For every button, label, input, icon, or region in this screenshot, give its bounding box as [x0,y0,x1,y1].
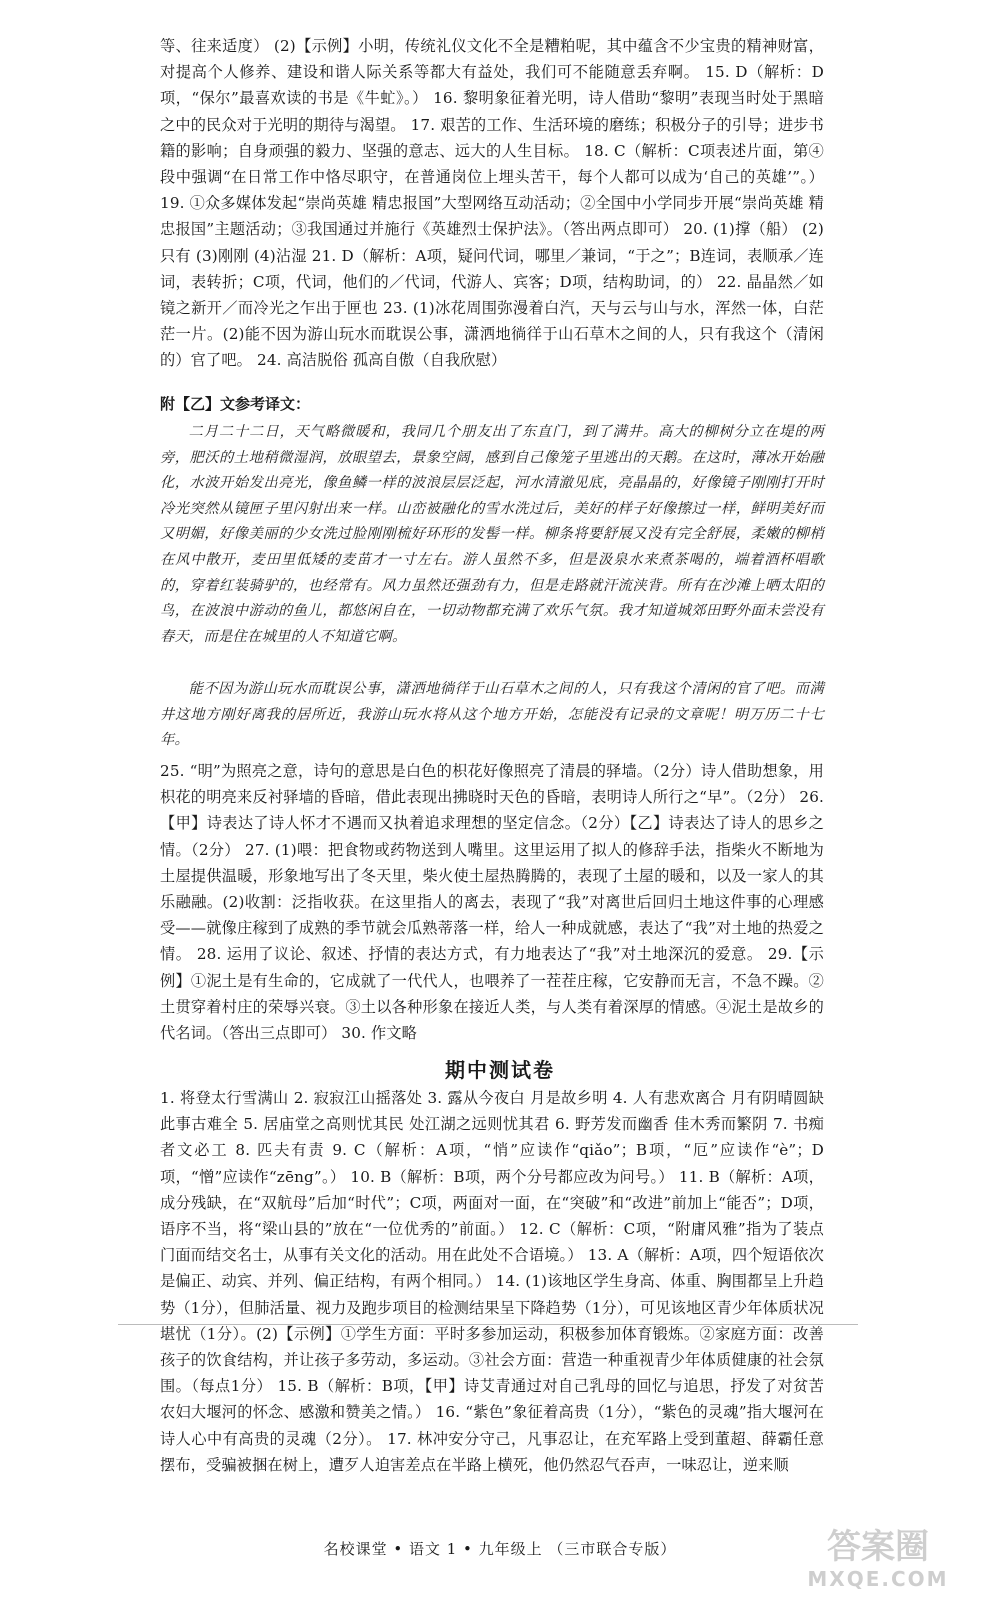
answer-block-25-30: 25. “明”为照亮之意，诗句的意思是白色的枳花好像照亮了清晨的驿墙。（2分）诗人借助想象，用枳花的明亮来反衬驿墙的昏暗，借此表现出拂晓时天色的昏暗，表明诗人所行之“早”。（2分） 26.【甲】诗表达了诗人怀才不遇而又执着追求理想的坚定信念。（2分）【乙】诗表达了诗人的思乡之情。（2分） 27. (1)喂：把食物或药物送到人嘴里。这里运用了拟人的修辞手法，指柴火不断地为土屋提供温暖，形象地写出了冬天里，柴火使土屋热腾腾的，表现了土屋的暖和，以及一家人的其乐融融。(2)收割：泛指收获。在这里指人的离去，表现了“我”对离世后回归土地这件事的心理感受——就像庄稼到了成熟的季节就会瓜熟蒂落一样，给人一种成就感，表达了“我”对土地的热爱之情。 28. 运用了议论、叙述、抒情的表达方式，有力地表达了“我”对土地深沉的爱意。 29.【示例】①泥土是有生命的，它成就了一代代人，也喂养了一茬茬庄稼，它安静而无言，不急不躁。②土贯穿着村庄的荣辱兴衰。③土以各种形象在接近人类，与人类有着深厚的情感。④泥土是故乡的代名词。（答出三点即可） 30. 作文略 [160,762,824,1043]
translation-paragraph-1: 二月二十二日，天气略微暖和，我同几个朋友出了东直门，到了满井。高大的柳树分立在堤的两旁，肥沃的土地稍微湿润，放眼望去，景象空阔，感到自己像笼子里逃出的天鹅。在这时，薄冰开始融化，水波开始发出亮光，像鱼鳞一样的波浪层层泛起，河水清澈见底，亮晶晶的，好像镜子刚刚打开时冷光突然从镜匣子里闪射出来一样。山峦被融化的雪水洗过后，美好的样子好像擦过一样，鲜明美好而又明媚，好像美丽的少女洗过脸刚刚梳好环形的发髻一样。柳条将要舒展又没有完全舒展，柔嫩的柳梢在风中散开，麦田里低矮的麦苗才一寸左右。游人虽然不多，但是汲泉水来煮茶喝的，端着酒杯唱歌的，穿着红装骑驴的，也经常有。风力虽然还强劲有力，但是走路就汗流浃背。所有在沙滩上晒太阳的鸟，在波浪中游动的鱼儿，都悠闲自在，一切动物都充满了欢乐气氛。我才知道城郊田野外面未尝没有春天，而是住在城里的人不知道它啊。 [160,424,824,645]
translation-paragraph-2: 能不因为游山玩水而耽误公事，潇洒地徜徉于山石草木之间的人，只有我这个清闲的官了吧。而满井这地方刚好离我的居所近，我游山玩水将从这个地方开始，怎能没有记录的文章呢！明万历二十七年。 [160,681,824,749]
watermark-logo [778,1520,978,1592]
answer-block-continued: 等、往来适度） (2)【示例】小明，传统礼仪文化不全是糟粕呢，其中蕴含不少宝贵的精神财富，对提高个人修养、建设和谐人际关系等都大有益处，我们可不能随意丢弃啊。 15. D（解析：D项，“保尔”最喜欢读的书是《牛虻》。） 16. 黎明象征着光明，诗人借助“黎明”表现当时处于黑暗之中的民众对于光明的期待与渴望。 17. 艰苦的工作、生活环境的磨练；积极分子的引导；进步书籍的影响；自身顽强的毅力、坚强的意志、远大的人生目标。 18. C（解析：C项表述片面，第④段中强调“在日常工作中恪尽职守，在普通岗位上埋头苦干，每个人都可以成为‘自己的英雄’”。） 19. ①众多媒体发起“崇尚英雄 精忠报国”大型网络互动活动；②全国中小学同步开展“崇尚英雄 精忠报国”主题活动；③我国通过并施行《英雄烈士保护法》。（答出两点即可） 20. (1)撑（船） (2)只有 (3)刚刚 (4)沾湿 21. D（解析：A项，疑问代词，哪里／兼词，“于之”；B连词，表顺承／连词，表转折；C项，代词，他们的／代词，代游人、宾客；D项，结构助词，的） 22. 晶晶然／如镜之新开／而冷光之乍出于匣也 23. (1)冰花周围弥漫着白汽，天与云与山与水，浑然一体，白茫茫一片。(2)能不因为游山玩水而耽误公事，潇洒地徜徉于山石草木之间的人，只有我这个（清闲的）官了吧。 24. 高洁脱俗 孤高自傲（自我欣慰） [160,37,824,370]
page-footer: 名校课堂 • 语文 1 • 九年级上 （三市联合专版） [323,1540,677,1558]
appendix-heading: 附【乙】文参考译文： [160,395,311,413]
svg-text:答案圈: 答案圈 [827,1527,929,1567]
answer-block-midterm: 1. 将登太行雪满山 2. 寂寂江山摇落处 3. 露从今夜白 月是故乡明 4. 人有悲欢离合 月有阴晴圆缺 此事古难全 5. 居庙堂之高则忧其民 处江湖之远则忧其君 6. 野芳发而幽香 佳木秀而繁阴 7. 书痴者文必工 8. 匹夫有责 9. C（解析：A项，“悄”应读作“qiǎo”；B项，“厄”应读作“è”；D项，“憎”应读作“zēng”。） 10. B（解析：B项，两个分号都应改为问号。） 11. B（解析：A项，成分残缺，在“双航母”后加“时代”；C项，两面对一面，在“突破”和“改进”前加上“能否”；D项，语序不当，将“梁山县的”放在“一位优秀的”前面。） 12. C（解析：C项，“附庸风雅”指为了装点门面而结交名士，从事有关文化的活动。用在此处不合语境。） 13. A（解析：A项，四个短语依次是偏正、动宾、并列、偏正结构，有两个相同。） 14. (1)该地区学生身高、体重、胸围都呈上升趋势（1分），但肺活量、视力及跑步项目的检测结果呈下降趋势（1分），可见该地区青少年体质状况堪忧（1分）。(2)【示例】①学生方面：平时多参加运动，积极参加体育锻炼。②家庭方面：改善孩子的饮食结构，并让孩子多劳动，多运动。③社会方面：营造一种重视青少年体质健康的社会氛围。（每点1分） 15. B（解析：B项，【甲】诗艾青通过对自己乳母的回忆与追思，抒发了对贫苦农妇大堰河的怀念、感激和赞美之情。） 16. “紫色”象征着高贵（1分），“紫色的灵魂”指大堰河在诗人心中有高贵的灵魂（2分）。 17. 林冲安分守己，凡事忍让，在充军路上受到董超、薛霸任意摆布，受骗被捆在树上，遭歹人迫害差点在半路上横死，他仍然忍气吞声，一味忍让，逆来顺 [160,1089,824,1474]
section-title-midterm: 期中测试卷 [445,1058,555,1082]
svg-text:MXQE.COM: MXQE.COM [807,1567,949,1591]
